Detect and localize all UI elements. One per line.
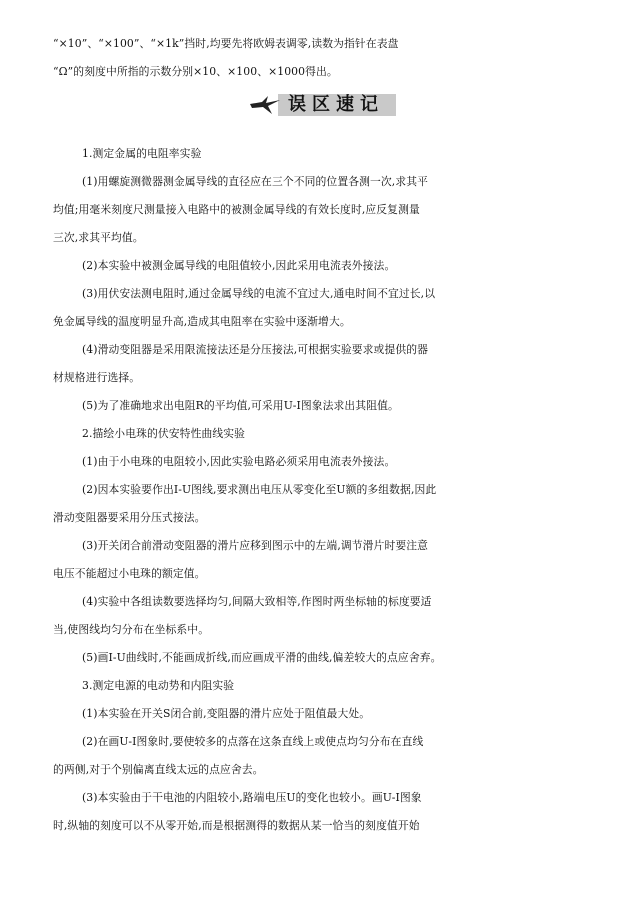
text-line: “Ω”的刻度中所指的示数分别×10、×100、×1000得出。 (53, 65, 338, 78)
text-line: (2)因本实验要作出I-U图线,要求测出电压从零变化至U额的多组数据,因此 (82, 483, 437, 496)
text-line: (2)本实验中被测金属导线的电阻值较小,因此采用电流表外接法。 (82, 259, 396, 272)
text-line: 均值;用毫米刻度尺测量接入电路中的被测金属导线的有效长度时,应反复测量 (53, 203, 420, 216)
text-line: (5)为了准确地求出电阻R的平均值,可采用U-I图象法求出其阻值。 (82, 399, 399, 412)
text-line: 免金属导线的温度明显升高,造成其电阻率在实验中逐渐增大。 (53, 315, 351, 328)
text-line: (3)本实验由于干电池的内阻较小,路端电压U的变化也较小。画U-I图象 (82, 791, 422, 804)
text-line: 的两侧,对于个别偏离直线太远的点应舍去。 (53, 763, 264, 776)
text-line: (2)在画U-I图象时,要使较多的点落在这条直线上或使点均匀分布在直线 (82, 735, 424, 748)
bird-icon (248, 94, 282, 116)
text-line: (3)开关闭合前滑动变阻器的滑片应移到图示中的左端,调节滑片时要注意 (82, 539, 429, 552)
text-line: 材规格进行选择。 (53, 371, 141, 384)
text-line: 滑动变阻器要采用分压式接法。 (53, 511, 206, 524)
subheading: 2.描绘小电珠的伏安特性曲线实验 (82, 427, 246, 440)
text-line: (3)用伏安法测电阻时,通过金属导线的电流不宜过大,通电时间不宜过长,以 (82, 287, 436, 300)
text-line: (1)本实验在开关S闭合前,变阻器的滑片应处于阻值最大处。 (82, 707, 371, 720)
text-line: (1)用螺旋测微器测金属导线的直径应在三个不同的位置各测一次,求其平 (82, 175, 429, 188)
text-line: 时,纵轴的刻度可以不从零开始,而是根据测得的数据从某一恰当的刻度值开始 (53, 819, 420, 832)
text-line: 当,使图线均匀分布在坐标系中。 (53, 623, 210, 636)
section-heading (248, 92, 398, 118)
section-heading-text: 误区速记 (288, 94, 384, 115)
text-line: (1)由于小电珠的电阻较小,因此实验电路必须采用电流表外接法。 (82, 455, 396, 468)
text-line: 三次,求其平均值。 (53, 231, 144, 244)
text-line: (5)画I-U曲线时,不能画成折线,而应画成平滑的曲线,偏差较大的点应舍弃。 (82, 651, 442, 664)
text-line: (4)滑动变阻器是采用限流接法还是分压接法,可根据实验要求或提供的器 (82, 343, 429, 356)
text-line: (4)实验中各组读数要选择均匀,间隔大致相等,作图时两坐标轴的标度要适 (82, 595, 432, 608)
text-line: 电压不能超过小电珠的额定值。 (53, 567, 206, 580)
subheading: 1.测定金属的电阻率实验 (82, 147, 202, 160)
text-line: “×10”、“×100”、“×1k”挡时,均要先将欧姆表调零,读数为指针在表盘 (53, 37, 399, 50)
subheading: 3.测定电源的电动势和内阻实验 (82, 679, 235, 692)
